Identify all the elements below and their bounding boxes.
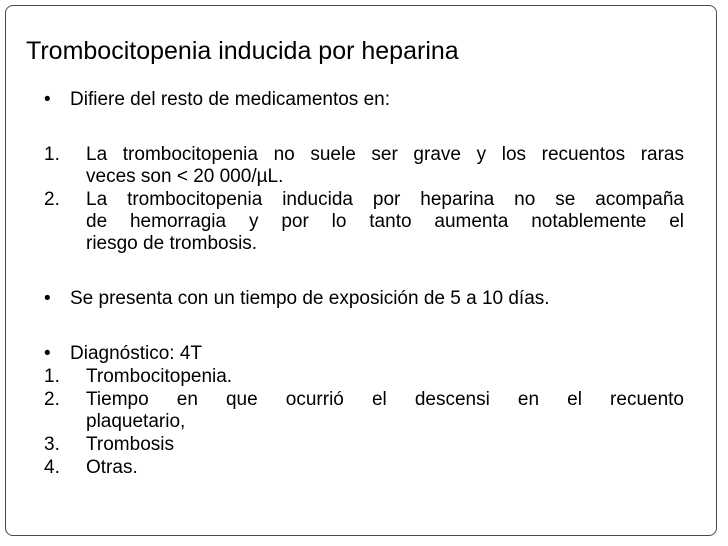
bullet-text: Diagnóstico: 4T	[70, 343, 203, 364]
list-item-line: plaquetario,	[86, 411, 186, 432]
bullet-text: Difiere del resto de medicamentos en:	[70, 89, 390, 110]
bullet-marker: •	[44, 288, 51, 309]
bullet-marker: •	[44, 89, 51, 110]
bullet-text: Se presenta con un tiempo de exposición de 5 a 10 días.	[70, 288, 550, 309]
list-item-line: Tiempo en que ocurrió el descensi en el recuento	[86, 389, 684, 410]
list-number: 1.	[44, 366, 60, 387]
slide-title: Trombocitopenia inducida por heparina	[26, 37, 459, 65]
list-item-line: La trombocitopenia inducida por heparina no se acompaña	[86, 189, 684, 210]
list-item-line: de hemorragia y por lo tanto aumenta notablemente el	[86, 211, 684, 232]
list-number: 2.	[44, 189, 60, 210]
bullet-marker: •	[44, 343, 51, 364]
list-item-line: Trombosis	[86, 434, 174, 455]
list-item-line: riesgo de trombosis.	[86, 233, 258, 254]
list-item-line: veces son < 20 000/µL.	[86, 166, 284, 187]
list-item-line: Otras.	[86, 457, 138, 478]
list-number: 3.	[44, 434, 60, 455]
list-item-line: La trombocitopenia no suele ser grave y los recuentos raras	[86, 144, 684, 165]
list-item-line: Trombocitopenia.	[86, 366, 233, 387]
list-number: 4.	[44, 457, 60, 478]
list-number: 2.	[44, 389, 60, 410]
list-number: 1.	[44, 144, 60, 165]
